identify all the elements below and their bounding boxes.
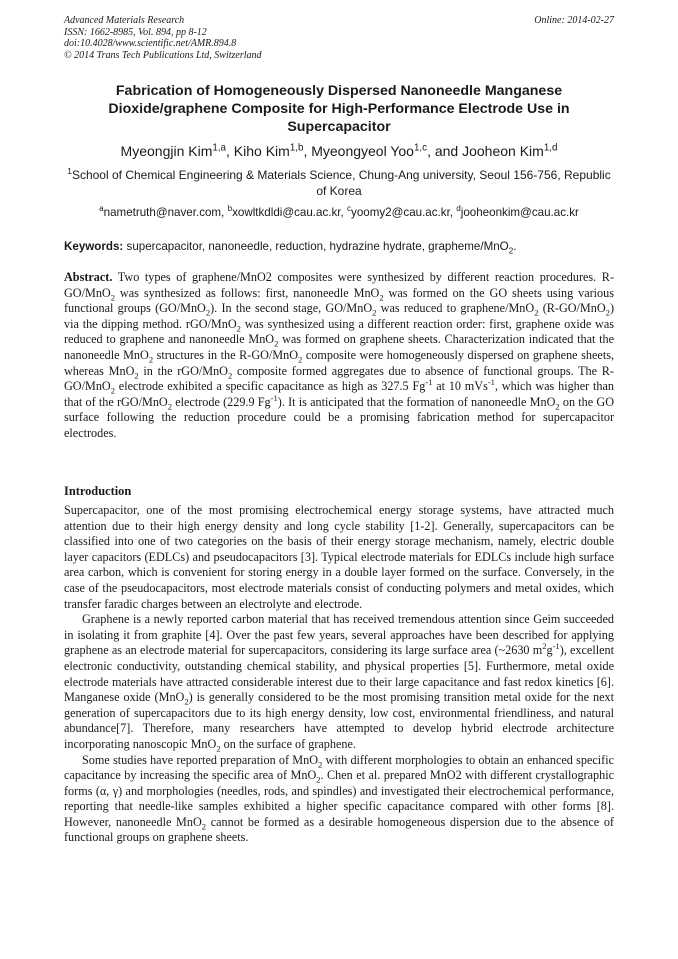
abstract-label: Abstract. (64, 270, 113, 284)
introduction-paragraph (64, 503, 614, 612)
subscript: 2 (605, 307, 610, 318)
email-marker: b (227, 204, 233, 214)
journal-name: Advanced Materials Research (64, 15, 185, 26)
text-run: on the surface of graphene. (220, 736, 356, 751)
keywords-label: Keywords: (64, 240, 124, 253)
abstract-body (64, 270, 614, 440)
affiliation-marker: 1 (67, 166, 72, 176)
subscript: 2 (167, 401, 172, 412)
text-run: was synthesized as follows: first, nanoneedle MnO (115, 285, 380, 300)
superscript: -1 (487, 377, 495, 388)
superscript: -1 (552, 641, 560, 652)
text-run: electrode exhibited a specific capacitance as high as 327.5 Fg (115, 379, 426, 394)
author-affiliation-marker: 1,a (212, 142, 226, 154)
text-run: cannot be formed as a desirable homogeneous dispersion due to the absence of functional groups on graphene sheets. (64, 814, 614, 845)
author-separator: , (226, 143, 234, 159)
author-list (64, 142, 614, 160)
text-run: on the GO surface following the reduction procedure could be a promising fabrication method for supercapacitor electrodes. (64, 394, 614, 440)
author-name: Kiho Kim (233, 143, 290, 159)
text-run: ) is generally considered to be the most promising transition metal oxide for the next generation of supercapacitors due to its high energy density, low cost, environmental friendliness, and natural abundance[7]. Therefore, many researchers have attempted to develop hybrid electrode architecture incorporating nanoscopic MnO (64, 690, 614, 751)
superscript: 2 (542, 641, 547, 652)
copyright-line: © 2014 Trans Tech Publications Ltd, Switzerland (64, 49, 262, 61)
author-separator: , and (427, 143, 463, 159)
text-run: composite were homogeneously dispersed on graphene sheets, whereas MnO (64, 347, 614, 378)
author-name: Myeongyeol Yoo (311, 143, 414, 159)
issn-line: ISSN: 1662-8985, Vol. 894, pp 8-12 (64, 26, 207, 38)
subscript: 2 (134, 370, 139, 380)
author-name: Jooheon Kim (462, 143, 544, 159)
text-run: at 10 mVs (432, 379, 488, 394)
subscript: 2 (316, 774, 321, 785)
subscript: 2 (216, 743, 221, 754)
text-run: was synthesized using a different reaction order: first, graphene oxide was reduced to graphene and nanoneedle MnO (64, 316, 614, 347)
subscript: 2 (205, 307, 211, 318)
introduction-heading: Introduction (64, 484, 132, 498)
text-run: electrode (229.9 Fg (172, 394, 271, 409)
affiliation (64, 168, 614, 199)
text-run: ). In the second stage, GO/MnO (210, 301, 373, 316)
text-run: composite formed aggregates due to absence of functional groups. The R-GO/MnO (64, 363, 614, 394)
email-separator: , (449, 206, 457, 219)
email-separator: , (340, 206, 347, 219)
email-address: jooheonkim@cau.ac.kr (460, 206, 579, 219)
subscript: 2 (274, 338, 279, 349)
introduction-paragraph (64, 753, 614, 847)
keywords-end: . (513, 240, 517, 253)
affiliation-text: School of Chemical Engineering & Materials Science, Chung-Ang university, Seoul 156-756, Republic of Korea (71, 168, 611, 198)
email-address: nametruth@naver.com (103, 206, 222, 219)
text-run: Graphene is a newly reported carbon material that has received tremendous attention since Geim succeeded in isolating it from graphite [4]. Over the past few years, several approaches have been described for applying graphene as an electrode material for supercapacitors, considering its large surface area (~2630 m (64, 612, 614, 658)
superscript: -1 (270, 392, 278, 403)
subscript: 2 (184, 696, 189, 707)
text-run: g (546, 643, 553, 658)
keywords-text: supercapacitor, nanoneedle, reduction, hydrazine hydrate, grapheme/MnO (126, 240, 509, 253)
text-run: (R-GO/MnO (538, 301, 606, 316)
introduction-paragraph (64, 612, 614, 752)
journal-header (64, 15, 614, 61)
author-affiliation-marker: 1,c (413, 142, 428, 154)
text-run: , which was higher than that of the rGO/MnO (64, 379, 615, 409)
subscript: 2 (236, 323, 241, 334)
superscript: -1 (425, 377, 433, 388)
text-run: ), excellent electronic conductivity, outstanding chemical stability, and physical properties [5]. Furthermore, metal oxide electrode materials have attracted considerable interest due to their large capacitance and fast redox kinetics [6]. Manganese oxide (MnO (64, 643, 614, 705)
text-run: with different morphologies to obtain an enhanced specific capacitance by increasing the specific area of MnO (64, 752, 615, 783)
email-marker: a (99, 204, 104, 214)
text-run: Supercapacitor, one of the most promising electrochemical energy storage systems, have attracted much attention due to their high energy density and long cycle stability [1-2]. Generally, supercapacitors can be classified into one of two categories on the basis of their energy storage mechanism, namely, electric double layer capacitors (EDLCs) and pseudocapacitors [3]. Typical electrode materials for EDLCs include high surface area carbon, which is convenient for storing energy in a double layer formed on the surface. Conversely, in the case of the pseudocapacitors, most electrode materials consist of conducting polymers and metal oxides, which transfer faradic charges between an electrolyte and electrode. (64, 503, 614, 611)
subscript: 2 (201, 821, 207, 832)
text-run: . Chen et al. prepared MnO2 with different crystallographic forms (α, γ) and morphologies (needles, rods, and spindles) and investigated their electrochemical performance, reporting that needle-like samples exhibited a higher specific capacitance compared with other forms [8]. However, nanoneedle MnO (64, 768, 614, 829)
keywords (64, 239, 614, 254)
text-run: Two types of graphene/MnO2 composites were synthesized by different reaction procedures. R-GO/MnO (64, 270, 614, 300)
text-run: ) via the dipping method. rGO/MnO (64, 301, 614, 331)
text-run: Some studies have reported preparation of MnO (82, 752, 319, 767)
author-separator: , (303, 143, 312, 159)
text-run: in the rGO/MnO (138, 363, 228, 378)
introduction-body (64, 503, 614, 846)
abstract (64, 270, 614, 442)
text-run: was formed on graphene sheets. Characterization indicated that the nanoneedle MnO (64, 332, 614, 362)
email-address: yoomy2@cau.ac.kr (351, 206, 450, 219)
subscript: 2 (148, 354, 154, 365)
subscript: 2 (372, 307, 377, 318)
subscript: 2 (318, 758, 323, 769)
doi-line: doi:10.4028/www.scientific.net/AMR.894.8 (64, 38, 237, 49)
subscript: 2 (227, 370, 233, 380)
email-marker: d (456, 204, 461, 214)
online-date: Online: 2014-02-27 (534, 15, 614, 26)
text-run: structures in the R-GO/MnO (153, 347, 299, 362)
text-run: was reduced to graphene/MnO (376, 301, 535, 316)
author-affiliation-marker: 1,b (289, 142, 304, 154)
email-separator: , (221, 206, 228, 219)
text-run: ). It is anticipated that the formation of nanoneedle MnO (277, 394, 556, 409)
keywords-subscript: 2 (508, 246, 514, 256)
email-list (64, 205, 614, 220)
subscript: 2 (534, 307, 539, 318)
subscript: 2 (110, 292, 115, 303)
email-address: xowltkdldi@cau.ac.kr (232, 206, 341, 219)
subscript: 2 (110, 385, 115, 396)
email-marker: c (346, 204, 352, 214)
author-name: Myeongjin Kim (120, 143, 213, 159)
author-affiliation-marker: 1,d (543, 142, 558, 154)
text-run: was formed on the GO sheets using various functional groups (GO/MnO (64, 285, 614, 316)
paper-title: Fabrication of Homogeneously Dispersed Nanoneedle Manganese Dioxide/graphene Composite for High-Performance Electrode Use in Supercapacitor (108, 83, 570, 135)
subscript: 2 (379, 292, 384, 303)
subscript: 2 (555, 401, 560, 412)
subscript: 2 (298, 354, 303, 365)
